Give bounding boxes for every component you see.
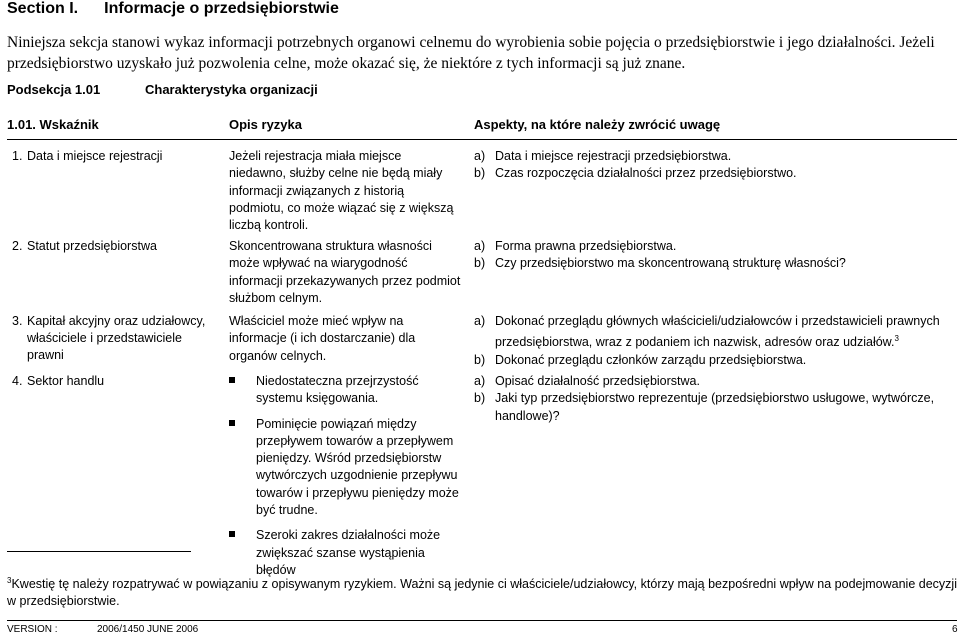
aspect-marker: b) bbox=[474, 166, 486, 181]
table-row-4-risk bbox=[229, 373, 461, 587]
risk-bullet bbox=[229, 416, 461, 520]
aspect-item bbox=[474, 373, 956, 390]
aspect-item bbox=[474, 238, 956, 255]
footer-rule bbox=[7, 620, 957, 621]
indicator-text: Kapitał akcyjny oraz udziałowcy, właściciele i przedstawiciele prawni bbox=[27, 314, 206, 362]
risk-bullet-text: Szeroki zakres działalności może zwiększać szanse wystąpienia błędów bbox=[256, 528, 441, 577]
subsection-title: Charakterystyka organizacji bbox=[145, 82, 318, 97]
table-row-2-aspects bbox=[474, 238, 956, 273]
aspect-item bbox=[474, 390, 956, 425]
row-number: 1. bbox=[12, 149, 23, 163]
square-bullet-icon bbox=[229, 420, 235, 426]
footnote bbox=[7, 572, 957, 610]
table-row-4-indicator bbox=[12, 373, 217, 390]
aspect-text: Dokonać przeglądu głównych właścicieli/udziałowców i przedstawicieli prawnych przedsiębiorstwa, wraz z podaniem ich nazwisk, adresów oraz udziałów. bbox=[495, 314, 940, 350]
row-number: 3. bbox=[12, 314, 23, 328]
table-row-1-risk: Jeżeli rejestracja miała miejsce niedawno, służby celne nie będą miały informacji związanych z historią podmiotu, co może wiązać się z większą liczbą kontroli. bbox=[229, 149, 454, 233]
aspect-text: Dokonać przeglądu członków zarządu przedsiębiorstwa. bbox=[495, 352, 807, 367]
aspect-item bbox=[474, 165, 956, 182]
indicator-text: Sektor handlu bbox=[27, 374, 105, 388]
risk-bullet-text: Niedostateczna przejrzystość systemu księgowania. bbox=[256, 374, 419, 406]
header-aspects: Aspekty, na które należy zwrócić uwagę bbox=[474, 117, 721, 132]
row-number: 4. bbox=[12, 374, 23, 388]
aspect-marker: a) bbox=[474, 374, 486, 388]
aspect-text: Opisać działalność przedsiębiorstwa. bbox=[495, 374, 700, 388]
table-row-2-indicator bbox=[12, 238, 217, 255]
section-label: Section I. bbox=[7, 0, 79, 17]
version-value: 2006/1450 JUNE 2006 bbox=[97, 624, 199, 635]
subsection-label: Podsekcja 1.01 bbox=[7, 82, 101, 97]
aspect-item bbox=[474, 255, 956, 272]
aspect-marker: b) bbox=[474, 391, 486, 406]
page-number: 6 bbox=[952, 624, 958, 635]
aspect-item bbox=[474, 313, 956, 352]
aspect-text: Jaki typ przedsiębiorstwo reprezentuje (przedsiębiorstwo usługowe, wytwórcze, handlowe)? bbox=[495, 391, 935, 423]
subsection-heading bbox=[7, 82, 318, 97]
aspect-item bbox=[474, 352, 956, 369]
footnote-separator bbox=[7, 551, 191, 552]
table-row-3-risk: Właściciel może mieć wpływ na informacje (i ich dostarczanie) dla organów celnych. bbox=[229, 314, 416, 363]
footnote-number: 3 bbox=[7, 576, 12, 585]
row-number: 2. bbox=[12, 239, 23, 253]
aspect-marker: a) bbox=[474, 239, 486, 253]
aspect-marker: a) bbox=[474, 314, 486, 328]
header-indicator: 1.01. Wskaźnik bbox=[7, 117, 99, 132]
aspect-marker: a) bbox=[474, 149, 486, 163]
aspect-text: Data i miejsce rejestracji przedsiębiorstwa. bbox=[495, 149, 732, 163]
aspect-text: Forma prawna przedsiębiorstwa. bbox=[495, 239, 677, 253]
table-row-4-aspects bbox=[474, 373, 956, 425]
intro-paragraph: Niniejsza sekcja stanowi wykaz informacji potrzebnych organowi celnemu do wyrobienia sobie pojęcia o przedsiębiorstwie i jego działalności. Jeżeli przedsiębiorstwo uzyskało już pozwolenia celne, może okazać się, że niektóre z tych informacji są już znane. bbox=[7, 34, 935, 72]
table-row-2-risk: Skoncentrowana struktura własności może wpływać na wiarygodność informacji przekazywanych przez podmiot służbom celnym. bbox=[229, 239, 461, 305]
header-rule bbox=[7, 139, 957, 140]
square-bullet-icon bbox=[229, 531, 235, 537]
indicator-text: Statut przedsiębiorstwa bbox=[27, 239, 157, 253]
table-row-3-indicator bbox=[12, 313, 217, 364]
footer-version bbox=[7, 624, 199, 635]
section-title bbox=[7, 0, 339, 18]
table-row-3-aspects bbox=[474, 313, 956, 369]
square-bullet-icon bbox=[229, 377, 235, 383]
aspect-text: Czas rozpoczęcia działalności przez przedsiębiorstwo. bbox=[495, 166, 797, 181]
section-name: Informacje o przedsiębiorstwie bbox=[104, 0, 339, 17]
aspect-item bbox=[474, 148, 956, 165]
header-risk: Opis ryzyka bbox=[229, 117, 302, 132]
aspect-marker: b) bbox=[474, 352, 486, 367]
aspect-text: Czy przedsiębiorstwo ma skoncentrowaną strukturę własności? bbox=[495, 256, 846, 271]
risk-bullet-text: Pominięcie powiązań między przepływem towarów a przepływem pieniędzy. Wśród przedsiębiorstw wytwórczych uzgodnienie przepływu towarów i przepływu pieniędzy może być trudne. bbox=[256, 416, 459, 518]
indicator-text: Data i miejsce rejestracji bbox=[27, 149, 163, 163]
footnote-ref[interactable]: 3 bbox=[894, 334, 899, 344]
table-row-1-aspects bbox=[474, 148, 956, 183]
footnote-text: Kwestię tę należy rozpatrywać w powiązaniu z opisywanym ryzykiem. Ważni są jedynie ci właściciele/udziałowcy, którzy mają bezpośredni wpływ na podejmowanie decyzji w przedsiębiorstwie. bbox=[7, 577, 957, 609]
aspect-marker: b) bbox=[474, 256, 486, 271]
table-row-1-indicator bbox=[12, 148, 217, 165]
version-label: VERSION : bbox=[7, 624, 58, 635]
risk-bullet bbox=[229, 373, 461, 408]
